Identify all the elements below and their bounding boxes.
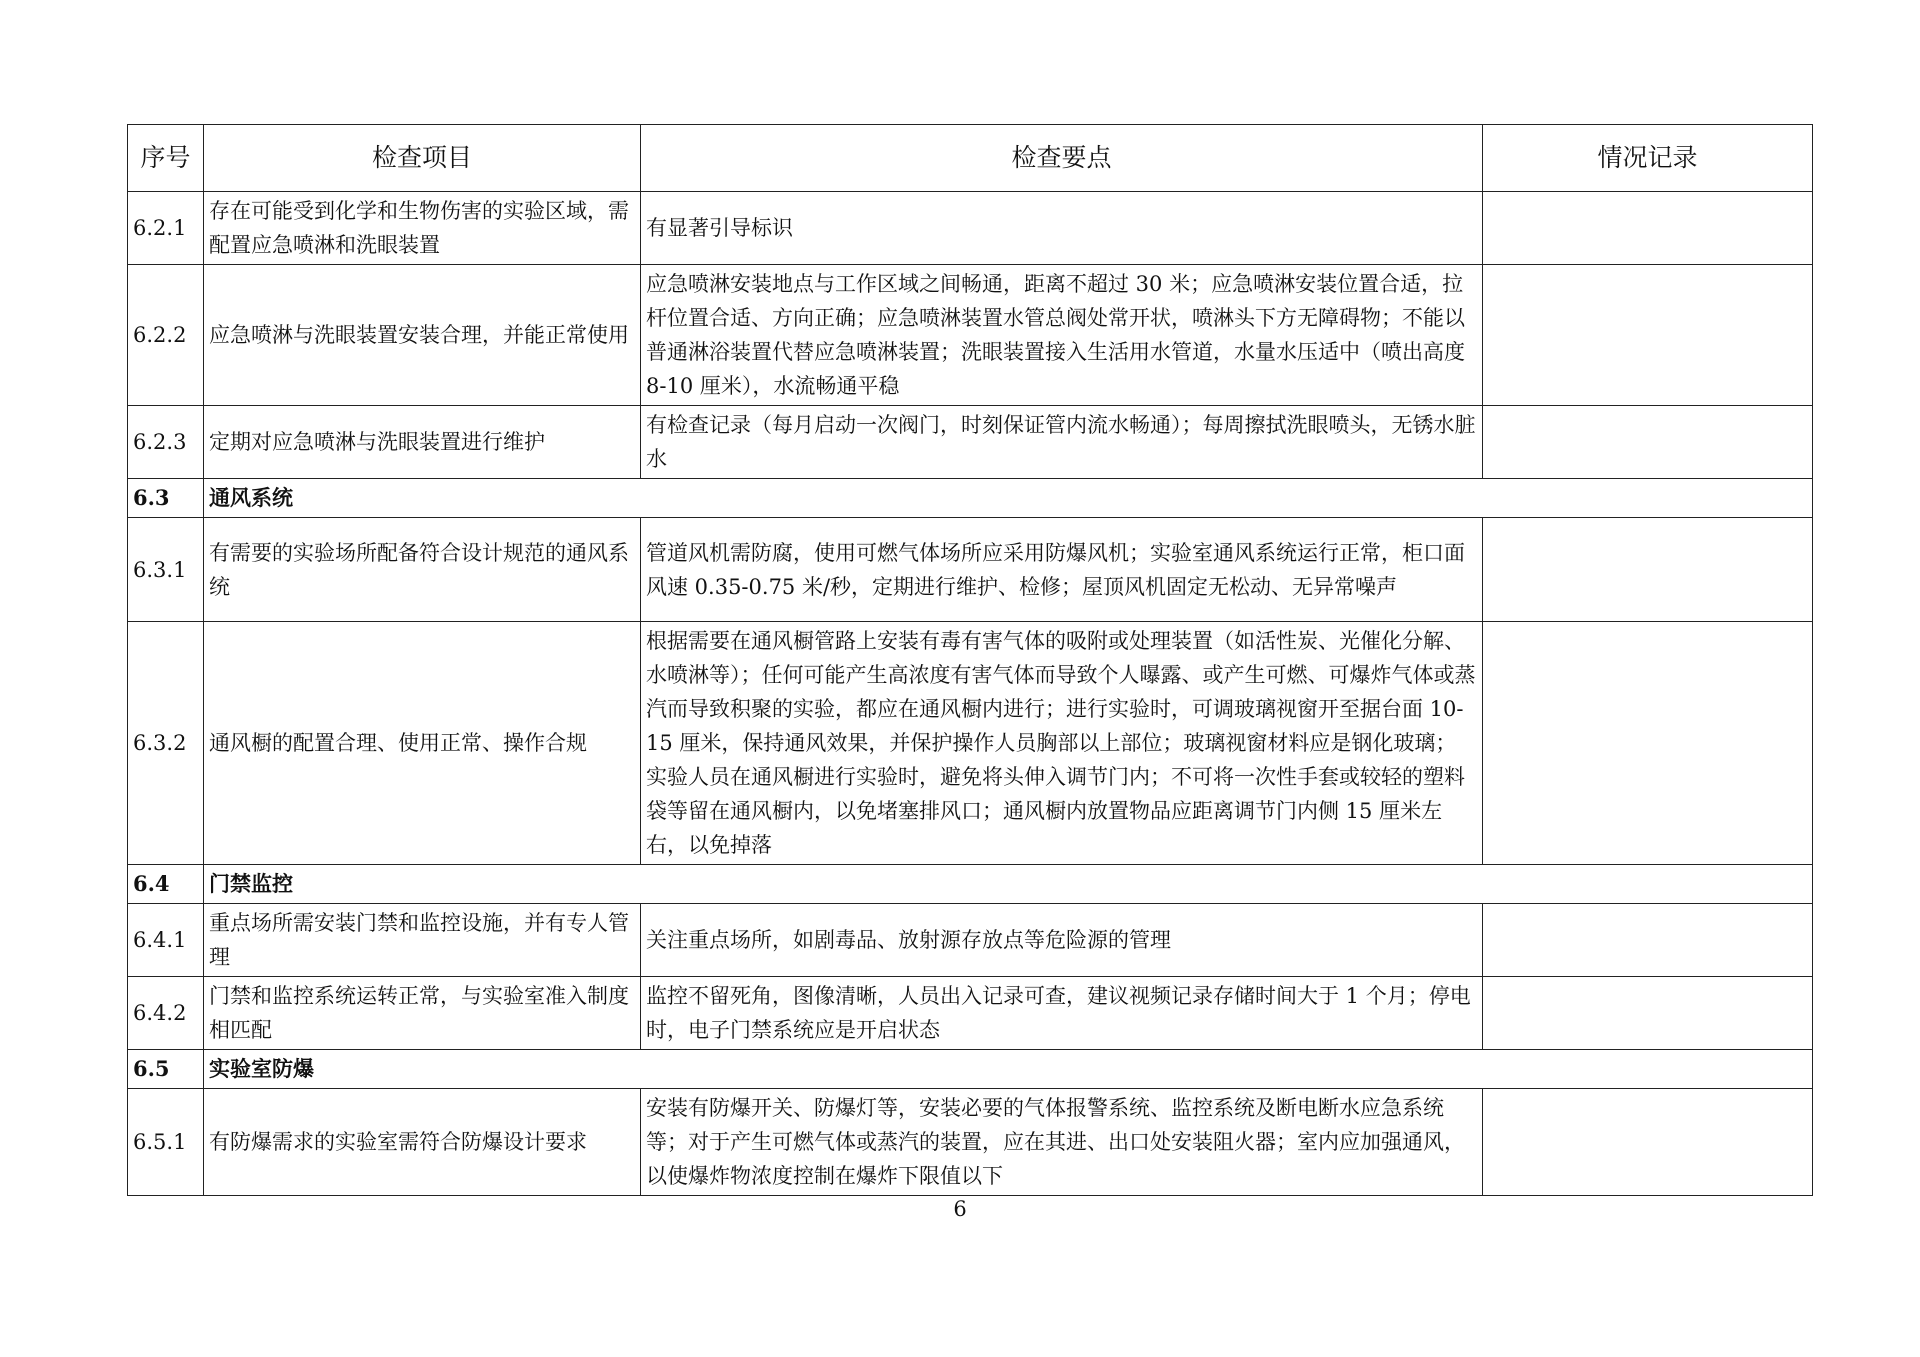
row-check-item: 定期对应急喷淋与洗眼装置进行维护 [204,406,641,479]
section-row [128,865,1813,904]
table-row [128,406,1813,479]
row-number: 6.2.3 [128,406,204,479]
row-check-points: 根据需要在通风橱管路上安装有毒有害气体的吸附或处理装置（如活性炭、光催化分解、水喷淋等）；任何可能产生高浓度有害气体而导致个人曝露、或产生可燃、可爆炸气体或蒸汽而导致积聚的实验，都应在通风橱内进行；进行实验时，可调玻璃视窗开至据台面 10-15 厘米，保持通风效果，并保护操作人员胸部以上部位；玻璃视窗材料应是钢化玻璃；实验人员在通风橱进行实验时，避免将头伸入调节门内；不可将一次性手套或较轻的塑料袋等留在通风橱内，以免堵塞排风口；通风橱内放置物品应距离调节门内侧 15 厘米左右，以免掉落 [641,622,1483,865]
row-check-points: 监控不留死角，图像清晰，人员出入记录可查，建议视频记录存储时间大于 1 个月；停电时，电子门禁系统应是开启状态 [641,977,1483,1050]
row-number: 6.4.1 [128,904,204,977]
inspection-table [127,124,1813,1196]
row-check-points: 管道风机需防腐，使用可燃气体场所应采用防爆风机；实验室通风系统运行正常，柜口面风速 0.35-0.75 米/秒，定期进行维护、检修；屋顶风机固定无松动、无异常噪声 [641,518,1483,622]
table-row [128,1089,1813,1196]
row-check-item: 有防爆需求的实验室需符合防爆设计要求 [204,1089,641,1196]
table-row [128,904,1813,977]
row-status-record[interactable] [1483,977,1813,1050]
table-row [128,265,1813,406]
row-number: 6.3.1 [128,518,204,622]
row-status-record[interactable] [1483,622,1813,865]
row-status-record[interactable] [1483,406,1813,479]
header-serial-number: 序号 [128,125,204,192]
section-title: 门禁监控 [204,865,1813,904]
row-check-item: 有需要的实验场所配备符合设计规范的通风系统 [204,518,641,622]
row-number: 6.3.2 [128,622,204,865]
row-number: 6.2.1 [128,192,204,265]
row-check-points: 安装有防爆开关、防爆灯等，安装必要的气体报警系统、监控系统及断电断水应急系统等；对于产生可燃气体或蒸汽的装置，应在其进、出口处安装阻火器；室内应加强通风，以使爆炸物浓度控制在爆炸下限值以下 [641,1089,1483,1196]
table-header-row [128,125,1813,192]
section-row [128,1050,1813,1089]
section-number: 6.4 [128,865,204,904]
row-check-item: 门禁和监控系统运转正常，与实验室准入制度相匹配 [204,977,641,1050]
row-status-record[interactable] [1483,265,1813,406]
row-status-record[interactable] [1483,192,1813,265]
table-row [128,977,1813,1050]
section-title: 实验室防爆 [204,1050,1813,1089]
table-row [128,518,1813,622]
header-check-item: 检查项目 [204,125,641,192]
row-check-item: 重点场所需安装门禁和监控设施，并有专人管理 [204,904,641,977]
table-row [128,192,1813,265]
row-status-record[interactable] [1483,1089,1813,1196]
row-status-record[interactable] [1483,904,1813,977]
row-status-record[interactable] [1483,518,1813,622]
row-check-item: 通风橱的配置合理、使用正常、操作合规 [204,622,641,865]
row-number: 6.4.2 [128,977,204,1050]
row-number: 6.5.1 [128,1089,204,1196]
row-check-item: 应急喷淋与洗眼装置安装合理，并能正常使用 [204,265,641,406]
page-number: 6 [953,1197,967,1221]
header-status-record: 情况记录 [1483,125,1813,192]
section-row [128,479,1813,518]
section-number: 6.5 [128,1050,204,1089]
section-number: 6.3 [128,479,204,518]
section-title: 通风系统 [204,479,1813,518]
row-check-points: 有检查记录（每月启动一次阀门，时刻保证管内流水畅通）；每周擦拭洗眼喷头，无锈水脏水 [641,406,1483,479]
row-check-points: 有显著引导标识 [641,192,1483,265]
row-check-points: 关注重点场所，如剧毒品、放射源存放点等危险源的管理 [641,904,1483,977]
row-number: 6.2.2 [128,265,204,406]
table-row [128,622,1813,865]
row-check-item: 存在可能受到化学和生物伤害的实验区域，需配置应急喷淋和洗眼装置 [204,192,641,265]
row-check-points: 应急喷淋安装地点与工作区域之间畅通，距离不超过 30 米；应急喷淋安装位置合适，拉杆位置合适、方向正确；应急喷淋装置水管总阀处常开状，喷淋头下方无障碍物；不能以普通淋浴装置代替应急喷淋装置；洗眼装置接入生活用水管道，水量水压适中（喷出高度 8-10 厘米），水流畅通平稳 [641,265,1483,406]
header-check-points: 检查要点 [641,125,1483,192]
